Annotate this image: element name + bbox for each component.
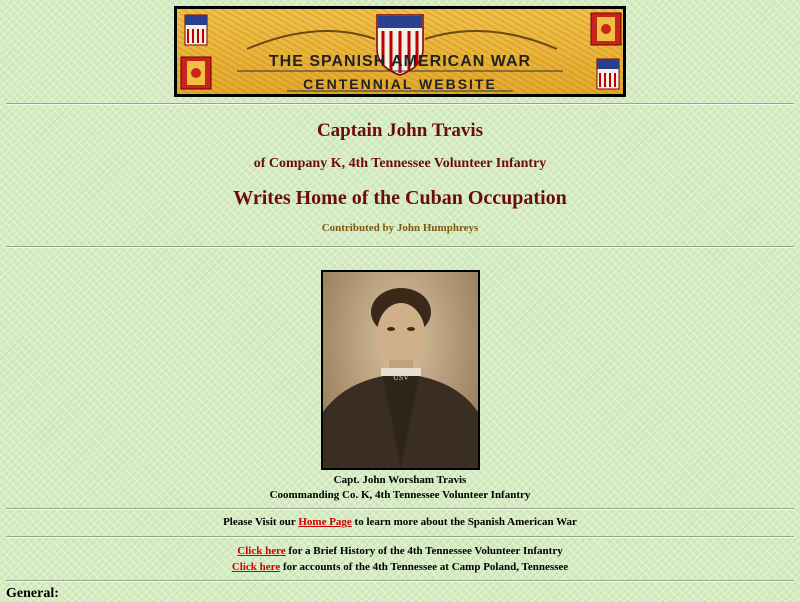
visit-prefix: Please Visit our <box>223 516 296 528</box>
portrait-photo <box>321 270 480 470</box>
visit-suffix: to learn more about the Spanish American War <box>354 516 577 528</box>
camp-poland-line <box>0 561 800 573</box>
spanish-crest-icon <box>591 13 621 45</box>
page-subtitle: of Company K, 4th Tennessee Volunteer Infantry <box>253 156 547 171</box>
section-heading-general: General: <box>6 586 59 601</box>
divider <box>6 103 794 105</box>
flag-shield-icon <box>185 15 207 45</box>
divider <box>6 536 794 538</box>
divider <box>6 580 794 582</box>
camp-poland-text: for accounts of the 4th Tennessee at Camp Poland, Tennessee <box>282 561 569 573</box>
page-title: Captain John Travis <box>316 120 484 141</box>
site-banner <box>174 6 626 97</box>
visit-line <box>0 516 800 528</box>
photo-caption-name: Capt. John Worsham Travis <box>333 474 467 486</box>
banner-subtitle: CENTENNIAL WEBSITE <box>303 76 497 92</box>
banner-title: THE SPANISH AMERICAN WAR <box>268 53 532 70</box>
photo-caption-rank: Coommanding Co. K, 4th Tennessee Volunteer Infantry <box>269 489 531 501</box>
page-headline: Writes Home of the Cuban Occupation <box>233 187 567 209</box>
credit-line: Contributed by John Humphreys <box>321 222 479 234</box>
portrait-image <box>323 272 478 468</box>
camp-poland-link[interactable]: Click here <box>231 561 281 573</box>
divider <box>6 246 794 248</box>
collar-insignia: USV <box>392 373 410 382</box>
brief-history-text: for a Brief History of the 4th Tennessee Volunteer Infantry <box>288 545 563 557</box>
home-page-link[interactable]: Home Page <box>298 516 352 528</box>
divider <box>6 508 794 510</box>
brief-history-link[interactable]: Click here <box>237 545 286 557</box>
history-line <box>0 545 800 557</box>
